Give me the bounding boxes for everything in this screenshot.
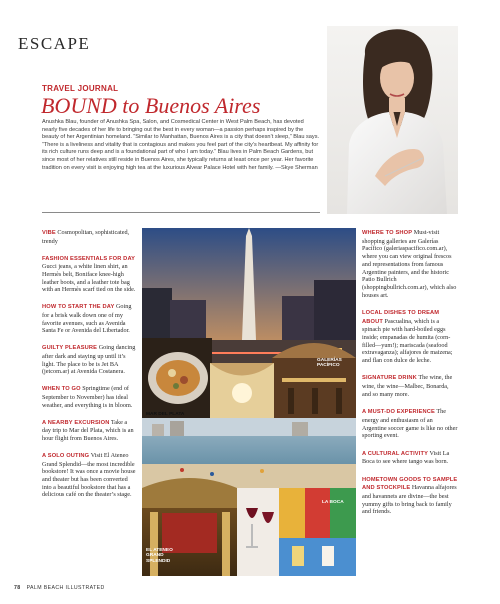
wine-photo <box>237 488 279 576</box>
item-body: Visit El Ateneo Grand Splendid—the most incredible bookstore! It was once a movie house and theater but has been converted into a beautiful bookstore that has a delicious café on the theater’s stage. <box>42 451 136 499</box>
portrait-photo <box>327 26 458 214</box>
item-body: The wine, the wine, the wine—Malbec, Bonarda, and so many more. <box>362 374 453 398</box>
left-column <box>42 229 136 508</box>
list-item <box>362 450 458 466</box>
item-heading: SIGNATURE DRINK <box>362 375 417 382</box>
item-body: The energy and enthusiasm of an Argentine soccer game is like no other sporting event. <box>362 408 458 440</box>
list-item <box>362 408 458 440</box>
item-heading: A CULTURAL ACTIVITY <box>362 450 429 457</box>
photo-label-mar-del-plata: MAR DEL PLATA <box>146 412 185 417</box>
item-body: Must-visit shopping galleries are Galerías Pacífico (galeriaspacifico.com.ar), where you can view original frescos and representations from famous Argentine painters, and the historic Patio Bullrich (shoppingbullrich.com.ar), which also houses art. <box>362 229 457 299</box>
item-body: Going dancing after dark and staying up until it’s light. The place to be is Jet BA (jetcom.ar) at Avenida Costanera. <box>42 344 136 376</box>
list-item <box>362 374 458 398</box>
item-body: Cosmopolitan, sophisticated, trendy <box>42 229 130 245</box>
item-body: Springtime (end of September to November) has ideal weather, and everything is in bloom. <box>42 385 133 409</box>
list-item <box>362 229 458 299</box>
item-heading: A SOLO OUTING <box>42 452 90 459</box>
galerias-photo <box>272 343 356 418</box>
intro-paragraph: Anushka Blau, founder of Anushka Spa, Salon, and Cosmedical Center in West Palm Beach, has devoted nearly five decades of her life to bringing out the best in every woman—a passion perhaps inspired by the beauty of her Argentinian homeland. “Similar to Manhattan, Buenos Aires is a city that doesn’t sleep,” Blau says. “There is a liveliness and vitality that is contagious and makes you feel part of the city’s heartbeat. My affinity for its rich culture runs deep and is a foundational part of who I am today.” Blau lives in Palm Beach Gardens, but since most of her relatives still reside in Buenos Aires, she typically returns at least once per year. Her favorite tradition on every visit is enjoying high tea at the luxurious Alvear Palace Hotel with her family. —Skye Sherman <box>42 119 320 171</box>
food-photo <box>142 338 212 418</box>
library-photo <box>210 363 274 423</box>
list-item <box>362 476 458 517</box>
photo-label-el-ateneo: EL ATENEO GRAND SPLENDID <box>146 548 173 564</box>
mar-del-plata-photo <box>142 418 356 488</box>
item-body: Take a day trip to Mar del Plata, which is an hour flight from Buenos Aires. <box>42 418 134 442</box>
item-body: Havanna alfajores and havannets are divine—the best yummy gifts to bring back to family and friends. <box>362 484 457 516</box>
list-item <box>42 229 136 245</box>
list-item <box>362 309 458 365</box>
page-folio <box>14 585 105 591</box>
item-heading: HOW TO START THE DAY <box>42 304 115 311</box>
item-heading: VIBE <box>42 230 56 236</box>
list-item <box>42 419 136 443</box>
item-body: Visit La Boca to see where tango was born. <box>362 449 450 466</box>
divider-rule <box>42 212 320 213</box>
publication-name: PALM BEACH ILLUSTRATED <box>26 585 105 591</box>
right-column <box>362 229 458 526</box>
headline: BOUND to Buenos Aires <box>41 93 261 118</box>
item-heading: FASHION ESSENTIALS FOR DAY <box>42 255 136 262</box>
photo-label-galerias: GALERÍAS PACÍFICO <box>317 358 342 369</box>
item-heading: GUILTY PLEASURE <box>42 345 98 352</box>
list-item <box>42 255 136 295</box>
item-body: Gucci jeans, a white linen shirt, an Hermès belt, Boniface knee-high leather boots, and a leather tote bag with an Hermès scarf tied on the side. <box>42 263 136 294</box>
kicker: TRAVEL JOURNAL <box>42 84 119 93</box>
list-item <box>42 385 136 409</box>
list-item <box>42 303 136 335</box>
item-heading: LOCAL DISHES TO DREAM ABOUT <box>362 309 440 325</box>
la-boca-photo <box>279 488 356 576</box>
photo-collage <box>142 228 356 576</box>
page-number: 78 <box>14 585 21 591</box>
list-item <box>42 344 136 376</box>
item-heading: HOMETOWN GOODS TO SAMPLE AND STOCKPILE <box>362 476 458 492</box>
photo-label-la-boca: LA BOCA <box>322 500 344 505</box>
item-heading: A MUST-DO EXPERIENCE <box>362 409 435 416</box>
list-item <box>42 452 136 499</box>
item-body: Going for a brisk walk down one of my favorite avenues, such as Avenida Santa Fe or Avenida del Libertador. <box>42 303 132 335</box>
item-heading: A NEARBY EXCURSION <box>42 419 110 426</box>
item-body: Pascualina, which is a spinach pie with hard-boiled eggs inside; empanadas de humita (corn-filled—yum!); mariscada (seafood extravaganza); alfajores de maizena; and flan con dulce de leche. <box>362 317 453 365</box>
item-heading: WHEN TO GO <box>42 386 81 393</box>
item-heading: WHERE TO SHOP <box>362 230 413 236</box>
section-title: ESCAPE <box>18 34 91 53</box>
